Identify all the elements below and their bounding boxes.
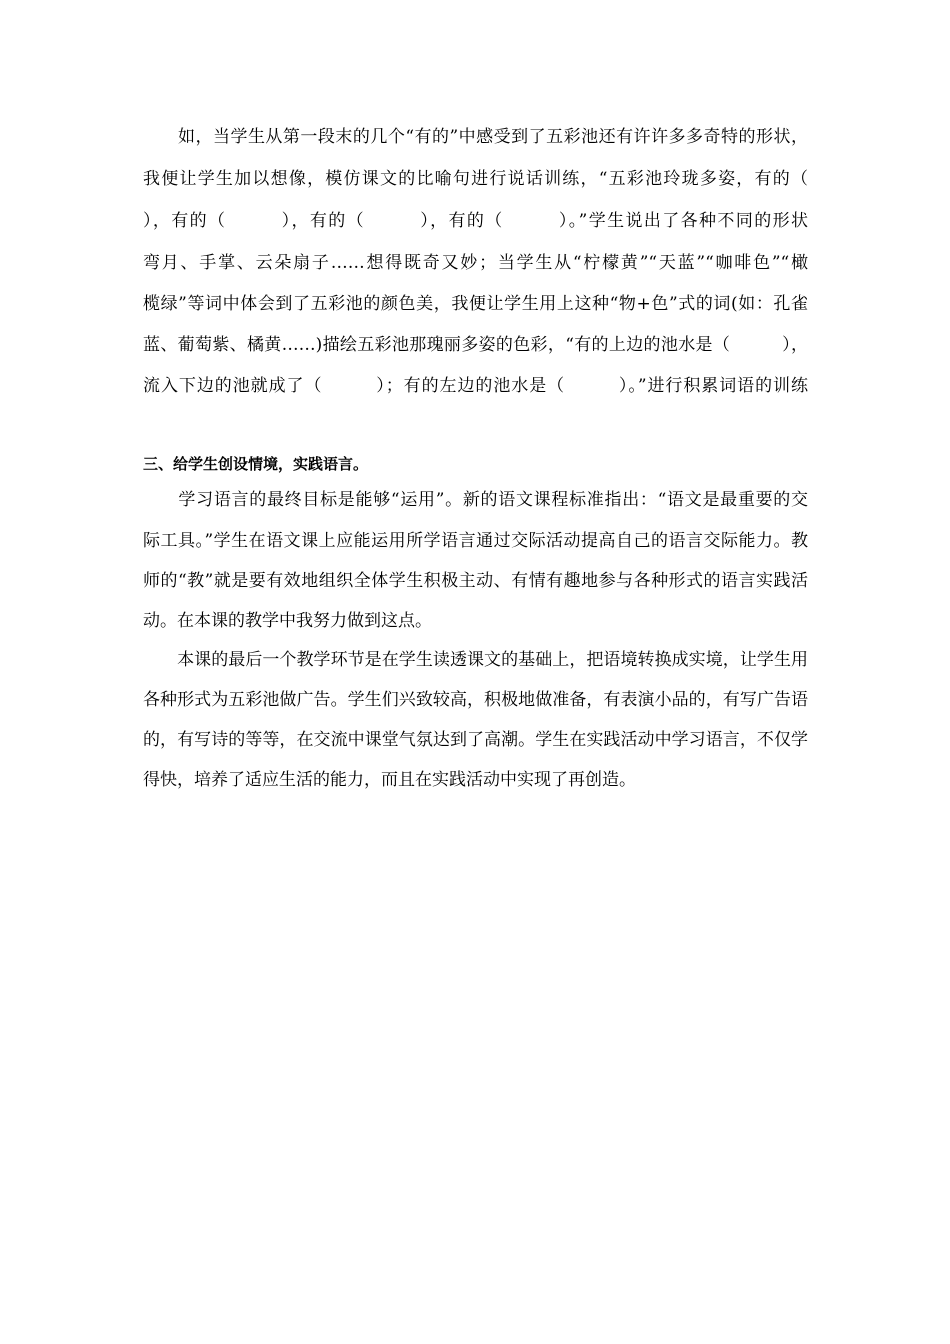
paragraph-1-line-7: 流入下边的池就成了（ ）；有的左边的池水是（ ）。”进行积累词语的训练 — [143, 376, 808, 396]
paragraph-1-line-2: 我便让学生加以想像，模仿课文的比喻句进行说话训练，“五彩池玲珑多姿，有的（ — [143, 169, 808, 189]
paragraph-3-line-4: 得快，培养了适应生活的能力，而且在实践活动中实现了再创造。 — [143, 770, 636, 790]
paragraph-1-line-1: 如，当学生从第一段末的几个“有的”中感受到了五彩池还有许许多多奇特的形状， — [143, 127, 808, 147]
paragraph-2-line-4: 动。在本课的教学中我努力做到这点。 — [143, 611, 432, 631]
paragraph-1-line-5: 榄绿”等词中体会到了五彩池的颜色美，我便让学生用上这种“物+色”式的词(如：孔雀 — [143, 294, 808, 314]
paragraph-1-line-4: 弯月、手掌、云朵扇子……想得既奇又妙；当学生从“柠檬黄”“天蓝”“咖啡色”“橄 — [143, 253, 808, 273]
paragraph-3-line-2: 各种形式为五彩池做广告。学生们兴致较高，积极地做准备，有表演小品的，有写广告语 — [143, 690, 808, 710]
paragraph-1-line-6: 蓝、葡萄紫、橘黄……)描绘五彩池那瑰丽多姿的色彩，“有的上边的池水是（ ）， — [143, 335, 808, 355]
paragraph-2-line-3: 师的“教”就是要有效地组织全体学生积极主动、有情有趣地参与各种形式的语言实践活 — [143, 571, 808, 591]
section-heading: 三、给学生创设情境，实践语言。 — [143, 455, 369, 473]
paragraph-2-line-1: 学习语言的最终目标是能够“运用”。新的语文课程标准指出：“语文是最重要的交 — [143, 490, 808, 510]
paragraph-2-line-2: 际工具。”学生在语文课上应能运用所学语言通过交际活动提高自己的语言交际能力。教 — [143, 531, 808, 551]
paragraph-1-line-3: ），有的（ ），有的（ ），有的（ ）。”学生说出了各种不同的形状 — [143, 211, 808, 231]
paragraph-3-line-3: 的，有写诗的等等，在交流中课堂气氛达到了高潮。学生在实践活动中学习语言，不仅学 — [143, 730, 808, 750]
paragraph-3-line-1: 本课的最后一个教学环节是在学生读透课文的基础上，把语境转换成实境，让学生用 — [143, 650, 808, 670]
